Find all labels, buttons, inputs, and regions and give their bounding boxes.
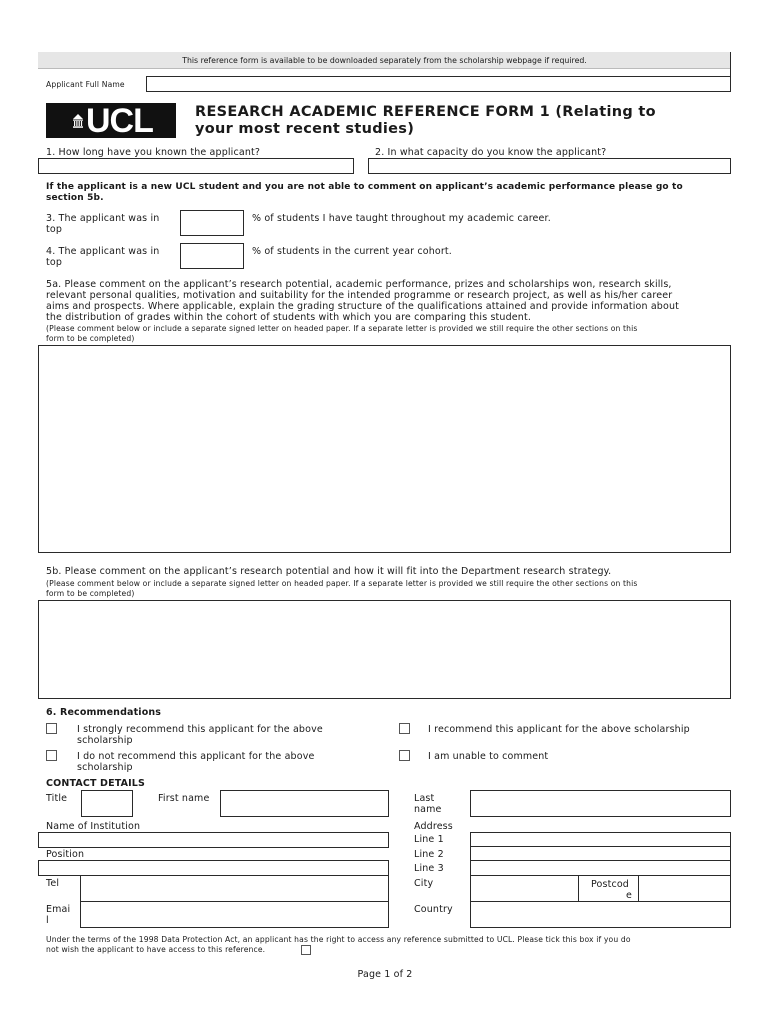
no-access-checkbox[interactable]	[301, 945, 311, 955]
q5b-note-line1: (Please comment below or include a separate signed letter on headed paper. If a separate letter is provided we still require the other sections on this	[46, 579, 638, 588]
q5a-text-line3: aims and prospects. Where applicable, explain the grading structure of the qualifications attained and provide information about	[46, 301, 679, 312]
q5a-note-line1: (Please comment below or include a separate signed letter on headed paper. If a separate letter is provided we still require the other sections on this	[46, 324, 638, 333]
postcode-label-a: Postcod	[591, 879, 629, 890]
address-line3-label: Line 3	[414, 863, 444, 874]
email-field[interactable]	[80, 901, 389, 928]
not-recommend-label-line2: scholarship	[77, 762, 133, 773]
strongly-recommend-label-line1: I strongly recommend this applicant for the above	[77, 724, 323, 735]
unable-to-comment-label: I am unable to comment	[428, 751, 549, 762]
address-line1-label-a: Address	[414, 821, 453, 832]
q4-label-line1: 4. The applicant was in	[46, 246, 160, 257]
form-title	[195, 104, 656, 138]
q5b-note-line2: form to be completed)	[46, 589, 135, 598]
q3-label-line1: 3. The applicant was in	[46, 213, 160, 224]
q5a-note-line2: form to be completed)	[46, 334, 135, 343]
address-line1-label-b: Line 1	[414, 834, 444, 845]
q5a-comment-area[interactable]	[38, 345, 731, 553]
position-label: Position	[46, 849, 85, 860]
last-name-label-line2: name	[414, 804, 442, 815]
title-label: Title	[46, 793, 68, 804]
applicant-name-field[interactable]	[146, 76, 731, 92]
first-name-label: First name	[158, 793, 210, 804]
q5a-text-line2: relevant personal qualities, motivation and suitability for the intended programme or research project, as well as his/her career	[46, 290, 673, 301]
not-recommend-checkbox[interactable]	[46, 750, 57, 761]
q3-label-line2: top	[46, 224, 63, 235]
logo-wordmark: UCL	[86, 102, 153, 140]
download-notice-banner: This reference form is available to be downloaded separately from the scholarship webpage if required.	[38, 52, 731, 69]
q5b-comment-area[interactable]	[38, 600, 731, 699]
recommend-checkbox[interactable]	[399, 723, 410, 734]
country-label: Country	[414, 904, 453, 915]
applicant-name-label: Applicant Full Name	[46, 80, 125, 89]
q2-label: 2. In what capacity do you know the applicant?	[375, 147, 607, 158]
city-label: City	[414, 878, 434, 889]
last-name-label-line1: Last	[414, 793, 435, 804]
form-title-line2: your most recent studies)	[195, 121, 415, 137]
institution-field[interactable]	[38, 832, 389, 848]
recommend-label: I recommend this applicant for the above scholarship	[428, 724, 690, 735]
q4-suffix: % of students in the current year cohort.	[252, 246, 452, 257]
not-recommend-label-line1: I do not recommend this applicant for the above	[77, 751, 315, 762]
address-line3-field[interactable]	[470, 860, 731, 876]
postcode-field[interactable]	[638, 875, 731, 902]
country-field[interactable]	[470, 901, 731, 928]
strongly-recommend-checkbox[interactable]	[46, 723, 57, 734]
title-field[interactable]	[81, 790, 133, 817]
address-line1-field[interactable]	[470, 832, 731, 847]
tel-label: Tel	[46, 878, 60, 889]
data-protection-line2: not wish the applicant to have access to this reference.	[46, 945, 266, 954]
tel-field[interactable]	[80, 875, 389, 902]
institution-label: Name of Institution	[46, 821, 141, 832]
position-field[interactable]	[38, 860, 389, 876]
page-number: Page 1 of 2	[357, 969, 413, 980]
first-name-field[interactable]	[220, 790, 389, 817]
recommendations-heading: 6. Recommendations	[46, 707, 162, 718]
ucl-logo	[46, 103, 176, 138]
address-line2-label: Line 2	[414, 849, 444, 860]
q2-field[interactable]	[368, 158, 731, 174]
new-student-notice-line1: If the applicant is a new UCL student and you are not able to comment on applicant’s academic performance please go to	[46, 182, 683, 192]
email-label-b: l	[46, 915, 49, 926]
q5a-text-line4: the distribution of grades within the cohort of students with which you are comparing this student.	[46, 312, 531, 323]
q3-percent-field[interactable]	[180, 210, 244, 236]
q5b-text: 5b. Please comment on the applicant’s research potential and how it will fit into the Department research strategy.	[46, 566, 612, 577]
q4-label-line2: top	[46, 257, 63, 268]
new-student-notice-line2: section 5b.	[46, 193, 104, 203]
unable-to-comment-checkbox[interactable]	[399, 750, 410, 761]
q4-percent-field[interactable]	[180, 243, 244, 269]
contact-details-heading: CONTACT DETAILS	[46, 778, 146, 789]
data-protection-line1: Under the terms of the 1998 Data Protection Act, an applicant has the right to access any reference submitted to UCL. Please tick this box if you do	[46, 935, 631, 944]
q1-field[interactable]	[38, 158, 354, 174]
email-label-a: Emai	[46, 904, 71, 915]
strongly-recommend-label-line2: scholarship	[77, 735, 133, 746]
q3-suffix: % of students I have taught throughout my academic career.	[252, 213, 551, 224]
city-field[interactable]	[470, 875, 579, 902]
portico-icon	[72, 114, 84, 128]
address-line2-field[interactable]	[470, 846, 731, 861]
q5a-text-line1: 5a. Please comment on the applicant’s research potential, academic performance, prizes and scholarships won, research skills,	[46, 279, 672, 290]
form-title-line1: RESEARCH ACADEMIC REFERENCE FORM 1 (Relating to	[195, 104, 656, 120]
postcode-label-b: e	[626, 890, 632, 901]
q1-label: 1. How long have you known the applicant?	[46, 147, 261, 158]
last-name-field[interactable]	[470, 790, 731, 817]
